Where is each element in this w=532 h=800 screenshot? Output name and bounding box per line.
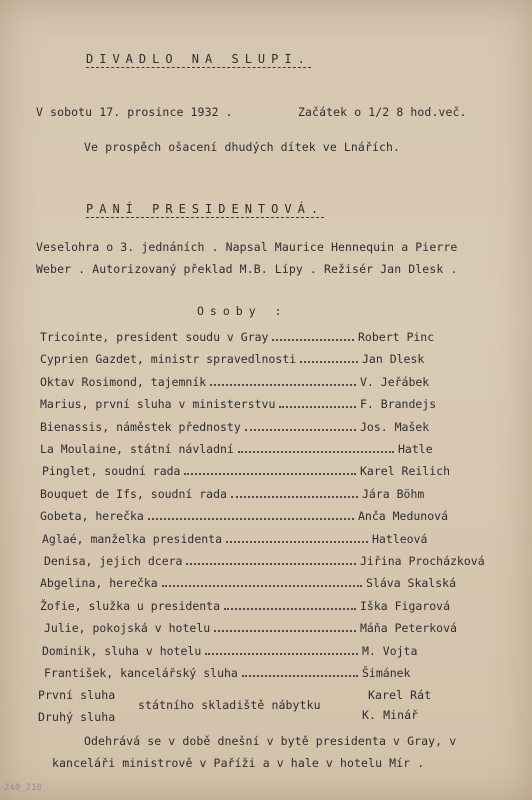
leader-dots: [245, 427, 356, 431]
leader-dots: [214, 628, 356, 632]
cast-role: Julie, pokojská v hotelu: [44, 621, 211, 635]
archive-mark: 240_210: [4, 783, 42, 793]
cast-actor: Iška Figarová: [360, 599, 451, 613]
leader-dots: [300, 359, 358, 363]
leader-dots: [186, 561, 356, 565]
benefit-note: Ve prospěch ošacení dhudých dítek ve Lnářích.: [84, 140, 401, 154]
cast-actor: Robert Pinc: [358, 330, 435, 344]
cast-actor: Anča Medunová: [358, 509, 449, 523]
cast-actor: Hatle: [398, 442, 433, 456]
cast-actor: Jan Dlesk: [362, 352, 425, 366]
leader-dots: [226, 539, 368, 543]
warehouse-role-1: První sluha: [38, 688, 116, 702]
leader-dots: [231, 494, 358, 498]
start-time: Začátek o 1/2 8 hod.več.: [298, 105, 467, 119]
warehouse-role-2: Druhý sluha: [38, 710, 116, 724]
cast-role: Oktav Rosimond, tajemník: [40, 375, 207, 389]
cast-actor: V. Jeřábek: [360, 375, 430, 389]
cast-actor: Hatleová: [372, 532, 428, 546]
cast-actor: Jos. Mašek: [360, 420, 430, 434]
leader-dots: [242, 673, 358, 677]
cast-actor: Jiřina Procházková: [360, 554, 485, 568]
cast-actor: Sláva Skalská: [366, 576, 457, 590]
play-description-1: Veselohra o 3. jednáních . Napsal Maurice Hennequin a Pierre: [36, 240, 458, 254]
cast-role: Gobeta, herečka: [40, 509, 144, 523]
cast-role: Pinglet, soudní rada: [42, 464, 181, 478]
cast-role: Dominik, sluha v hotelu: [42, 644, 202, 658]
warehouse-actor-1: Karel Rát: [368, 688, 432, 702]
cast-actor: Máňa Peterková: [360, 621, 457, 635]
leader-dots: [162, 583, 362, 587]
cast-actor: F. Brandejs: [360, 397, 437, 411]
cast-actor: Šimánek: [362, 666, 411, 680]
cast-role: Cyprien Gazdet, ministr spravedlnosti: [40, 352, 297, 366]
cast-role: La Moulaine, státní návladní: [40, 442, 234, 456]
leader-dots: [210, 382, 356, 386]
cast-role: Bienassis, náměstek přednosty: [40, 420, 241, 434]
leader-dots: [279, 404, 356, 408]
leader-dots: [184, 471, 356, 475]
cast-actor: Jára Böhm: [362, 487, 425, 501]
cast-actor: M. Vojta: [362, 644, 418, 658]
leader-dots: [272, 337, 354, 341]
leader-dots: [148, 516, 354, 520]
leader-dots: [205, 651, 358, 655]
cast-role: Bouquet de Ifs, soudní rada: [40, 487, 227, 501]
play-description-2: Weber . Autorizovaný překlad M.B. Lípy . Režisér Jan Dlesk .: [36, 262, 458, 276]
play-title: PANÍ PRESIDENTOVÁ.: [86, 202, 325, 216]
warehouse-shared-role: státního skladiště nábytku: [138, 698, 321, 712]
leader-dots: [238, 449, 394, 453]
cast-role: Žofie, služka u presidenta: [40, 599, 221, 613]
setting-line-2: kanceláři ministrově v Paříži a v hale v hotelu Mír .: [52, 756, 425, 770]
warehouse-actor-2: K. Minář: [362, 708, 419, 722]
cast-role: Aglaé, manželka presidenta: [42, 532, 223, 546]
cast-role: František, kancelářský sluha: [44, 666, 238, 680]
cast-heading: Osoby :: [197, 304, 288, 318]
cast-role: Tricointe, president soudu v Gray: [40, 330, 269, 344]
setting-line-1: Odehrává se v době dnešní v bytě presidenta v Gray, v: [84, 734, 457, 748]
performance-date: V sobotu 17. prosince 1932 .: [36, 105, 233, 119]
cast-role: Marius, první sluha v ministerstvu: [40, 397, 276, 411]
cast-actor: Karel Reilich: [360, 464, 451, 478]
cast-role: Abgelina, herečka: [40, 576, 158, 590]
theatre-name: DIVADLO NA SLUPI.: [86, 52, 311, 66]
cast-role: Denisa, jejich dcera: [44, 554, 183, 568]
leader-dots: [224, 606, 356, 610]
